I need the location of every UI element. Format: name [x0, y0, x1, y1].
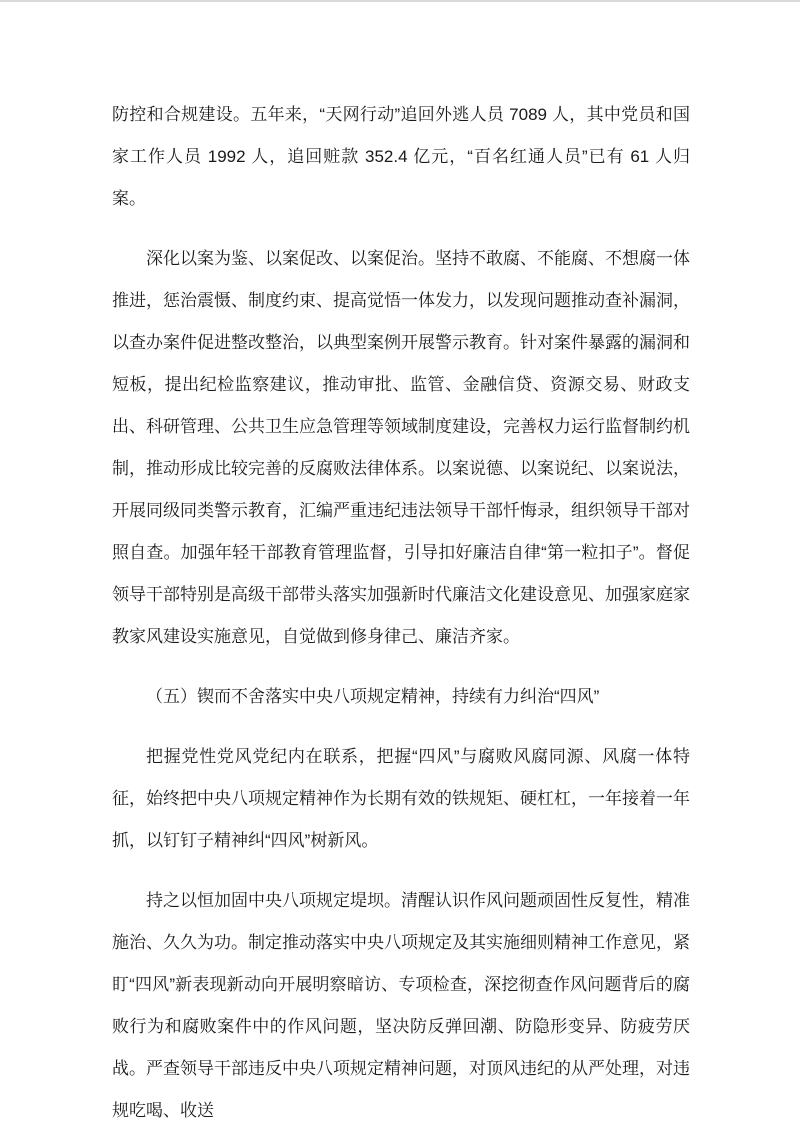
paragraph-overseas-fugitive-stats: 防控和合规建设。五年来，“天网行动”追回外逃人员 7089 人，其中党员和国家工作人员 1992 人，追回赃款 352.4 亿元，“百名红通人员”已有 61 人归案。	[112, 105, 690, 208]
paragraph-four-winds-corruption-link: 把握党性党风党纪内在联系，把握“四风”与腐败风腐同源、风腐一体特征，始终把中央八项规定精神作为长期有效的铁规矩、硬杠杠，一年接着一年抓，以钉钉子精神纠“四风”树新风。	[112, 747, 690, 850]
section-heading-item-five: （五）锲而不舍落实中央八项规定精神，持续有力纠治“四风”	[146, 687, 600, 706]
paragraph-eight-point-regulations-enforcement: 持之以恒加固中央八项规定堤坝。清醒认识作风问题顽固性反复性，精准施治、久久为功。制定推动落实中央八项规定及其实施细则精神工作意见，紧盯“四风”新表现新动向开展明察暗访、专项检查，深挖彻查作风问题背后的腐败行为和腐败案件中的作风问题，坚决防反弹回潮、防隐形变异、防疲劳厌战。严查领导干部违反中央八项规定精神问题，对顶风违纪的从严处理，对违规吃喝、收送	[112, 891, 690, 1120]
paragraph-case-warning-education: 深化以案为鉴、以案促改、以案促治。坚持不敢腐、不能腐、不想腐一体推进，惩治震慑、制度约束、提高觉悟一体发力，以发现问题推动查补漏洞，以查办案件促进整改整治，以典型案例开展警示教育。针对案件暴露的漏洞和短板，提出纪检监察建议，推动审批、监管、金融信贷、资源交易、财政支出、科研管理、公共卫生应急管理等领域制度建设，完善权力运行监督制约机制，推动形成比较完善的反腐败法律体系。以案说德、以案说纪、以案说法，开展同级同类警示教育，汇编严重违纪违法领导干部忏悔录，组织领导干部对照自查。加强年轻干部教育管理监督，引导扣好廉洁自律“第一粒扣子”。督促领导干部特别是高级干部带头落实加强新时代廉洁文化建设意见、加强家庭家教家风建设实施意见，自觉做到修身律己、廉洁齐家。	[112, 249, 690, 646]
